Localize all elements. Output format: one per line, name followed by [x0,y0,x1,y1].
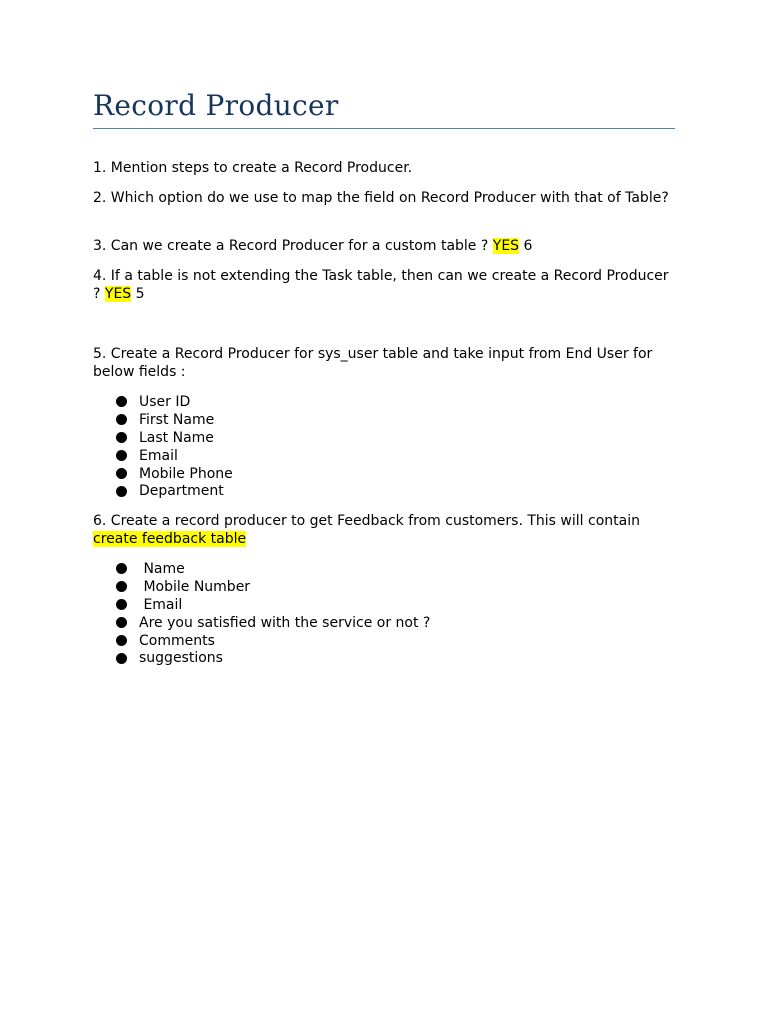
question-4-answer: YES [104,286,132,302]
bullet-icon [116,599,127,610]
bullet-icon [116,486,127,497]
list-item-label: Name [139,560,185,577]
list-item [116,393,233,411]
list-item [116,596,430,614]
list-item [116,465,233,483]
list-item-label: Department [139,483,224,500]
bullet-icon [116,396,127,407]
list-item [116,578,430,596]
bullet-icon [116,653,127,664]
list-item-label: First Name [139,411,215,428]
question-4-note: 5 [131,286,145,302]
question-3 [93,237,675,255]
list-item-label: Comments [139,632,215,649]
list-item [116,447,233,465]
list-item-label: Last Name [139,429,214,446]
list-item-label: suggestions [139,650,223,667]
bullet-icon [116,617,127,628]
bullet-icon [116,450,127,461]
question-3-note: 6 [519,238,533,254]
list-item [116,560,430,578]
list-item [116,649,430,667]
bullet-icon [116,635,127,646]
question-6-text: 6. Create a record producer to get Feedback from customers. This will contain [93,513,640,529]
list-item [116,429,233,447]
list-item-label: User ID [139,393,191,410]
bullet-icon [116,581,127,592]
question-5-field-list [116,393,233,500]
question-1: 1. Mention steps to create a Record Producer. [93,160,413,176]
question-4-text: 4. If a table is not extending the Task table, then can we create a Record Producer ? [93,268,669,302]
list-item-label: Mobile Number [139,578,251,595]
question-3-text: 3. Can we create a Record Producer for a custom table ? [93,238,493,254]
bullet-icon [116,432,127,443]
question-3-answer: YES [492,238,520,254]
list-item-label: Email [139,447,178,464]
document-title: Record Producer [93,89,339,122]
question-6-field-list [116,560,430,667]
question-4 [93,267,675,303]
title-underline [93,128,675,129]
bullet-icon [116,468,127,479]
question-5: 5. Create a Record Producer for sys_user table and take input from End User for below fields : [93,346,653,380]
list-item-label: Mobile Phone [139,465,233,482]
list-item [116,482,233,500]
list-item [116,411,233,429]
list-item-label: Email [139,596,183,613]
question-6 [93,512,675,548]
list-item [116,632,430,650]
question-6-highlight: create feedback table [93,531,247,547]
bullet-icon [116,563,127,574]
bullet-icon [116,414,127,425]
question-2: 2. Which option do we use to map the field on Record Producer with that of Table? [93,190,669,206]
list-item [116,614,430,632]
list-item-label: Are you satisfied with the service or not ? [139,614,431,631]
